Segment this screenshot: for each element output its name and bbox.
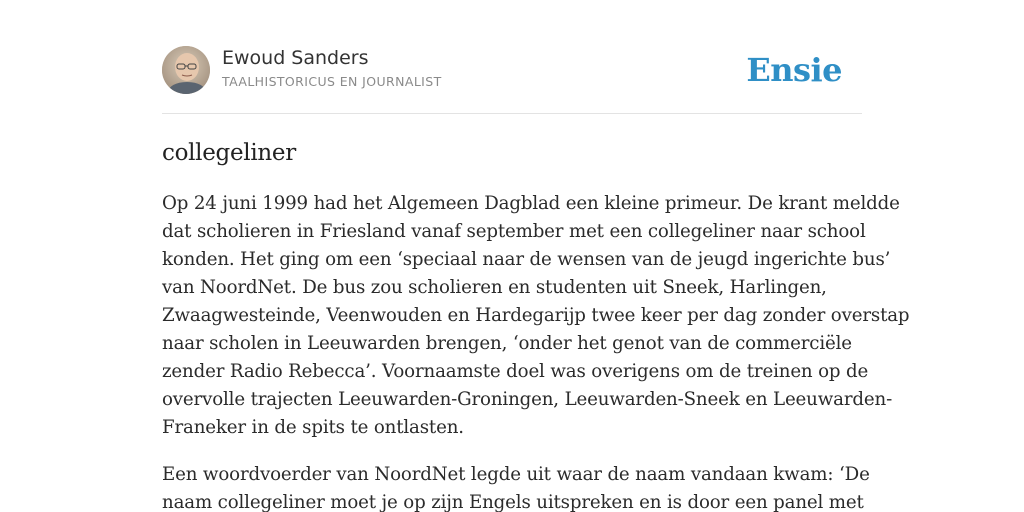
text-line: Zwaagwesteinde, Veenwouden en Hardegarijp twee keer per dag zonder overstap	[162, 305, 910, 326]
author-name[interactable]: Ewoud Sanders	[222, 47, 369, 69]
author-role: TAALHISTORICUS EN JOURNALIST	[222, 74, 442, 89]
author-avatar[interactable]	[162, 46, 210, 94]
text-line: van NoordNet. De bus zou scholieren en studenten uit Sneek, Harlingen,	[162, 277, 827, 298]
article-body	[162, 190, 910, 512]
text-line: Een woordvoerder van NoordNet legde uit waar de naam vandaan kwam: ‘De	[162, 464, 870, 485]
article-title: collegeliner	[162, 140, 296, 166]
paragraph-1	[162, 190, 910, 442]
text-line: zender Radio Rebecca’. Voornaamste doel was overigens om de treinen op de	[162, 361, 869, 382]
text-line: dat scholieren in Friesland vanaf september met een collegeliner naar school	[162, 221, 866, 242]
author-header	[162, 46, 862, 96]
text-line: Op 24 juni 1999 had het Algemeen Dagblad een kleine primeur. De krant meldde	[162, 193, 900, 214]
text-line: Franeker in de spits te ontlasten.	[162, 417, 464, 438]
paragraph-2	[162, 461, 870, 512]
text-line: overvolle trajecten Leeuwarden-Groningen, Leeuwarden-Sneek en Leeuwarden-	[162, 389, 893, 410]
header-divider	[162, 113, 862, 114]
brand-logo[interactable]: Ensie	[746, 51, 842, 89]
text-line: konden. Het ging om een ‘speciaal naar de wensen van de jeugd ingerichte bus’	[162, 249, 891, 270]
text-line: naar scholen in Leeuwarden brengen, ‘onder het genot van de commerciële	[162, 333, 852, 354]
text-line: naam collegeliner moet je op zijn Engels uitspreken en is door een panel met	[162, 492, 864, 512]
avatar-photo	[162, 46, 210, 94]
